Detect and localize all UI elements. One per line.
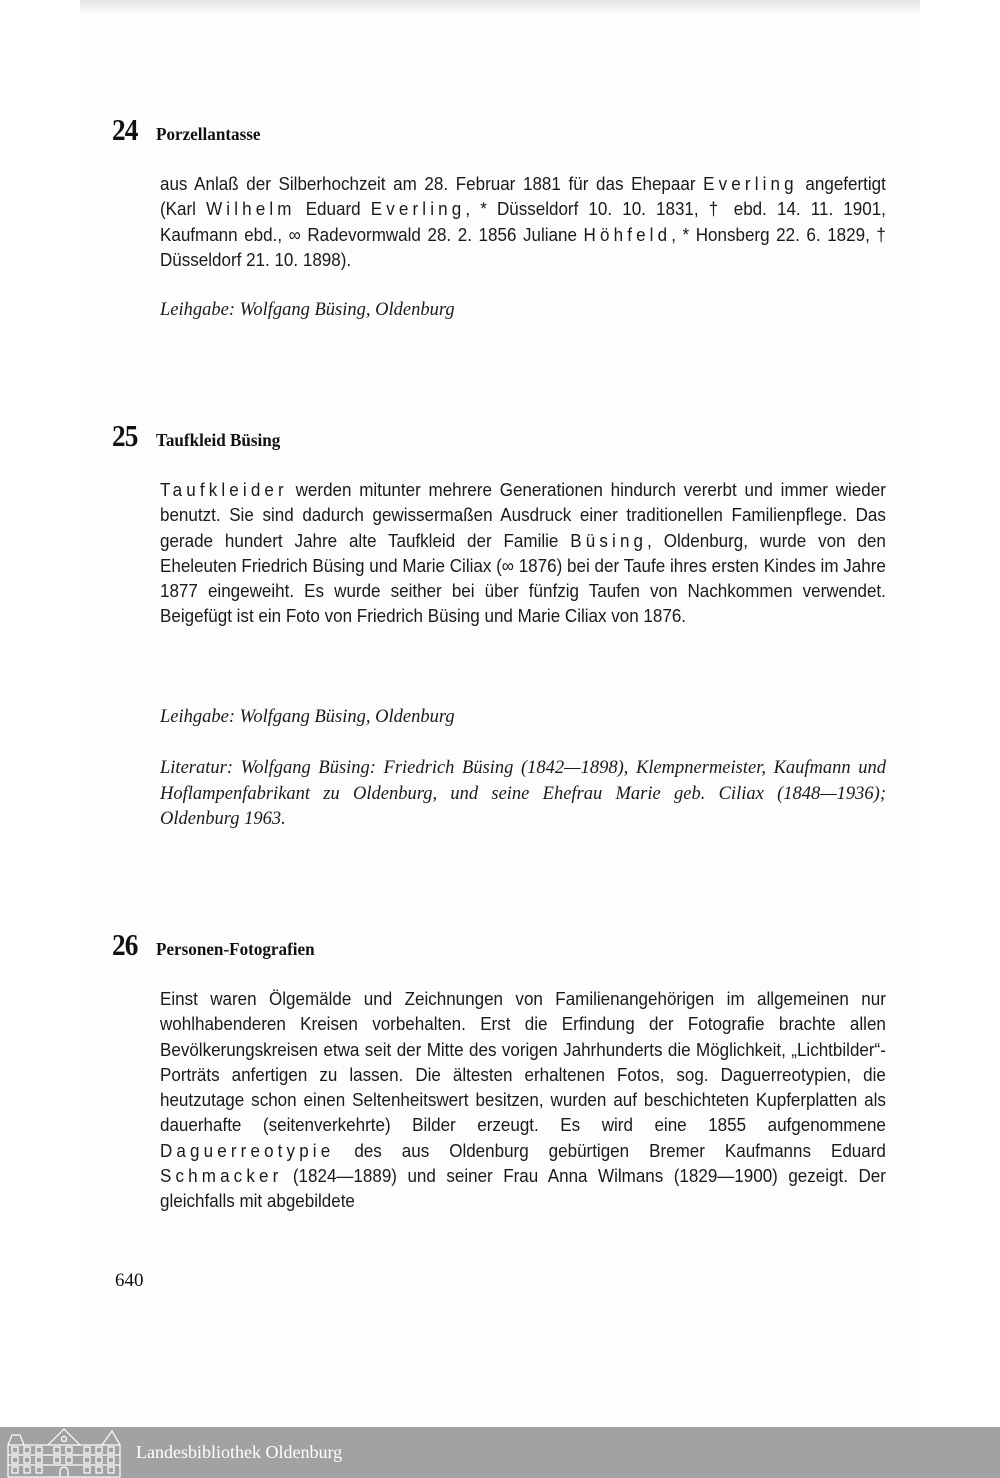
entry-heading-24 xyxy=(112,112,266,148)
previous-page-bleed xyxy=(80,0,920,14)
entry-body xyxy=(160,171,886,272)
library-building-icon xyxy=(4,1427,128,1478)
entry-body xyxy=(160,986,886,1214)
body-text: angefertigt (Karl xyxy=(160,173,886,220)
loan-credit: Leihgabe: Wolfgang Büsing, Oldenburg xyxy=(160,707,455,727)
body-text: , * Honsberg 22. 6. 1829, † Düsseldorf 21. 10. 1898). xyxy=(160,223,886,270)
entry-heading-25 xyxy=(112,418,287,454)
entry-number: 26 xyxy=(112,927,138,962)
entry-title: Taufkleid Büsing xyxy=(156,430,281,450)
footer-bar xyxy=(0,1427,1000,1478)
emphasized-name: Schmacker xyxy=(160,1165,283,1187)
entry-number: 25 xyxy=(112,418,138,453)
emphasized-name: Daguerreotypie xyxy=(160,1139,335,1161)
entry-title: Porzellantasse xyxy=(156,124,261,144)
entry-heading-26 xyxy=(112,927,323,963)
body-text: (1824—1889) und seiner Frau Anna Wilmans (1829—1900) gezeigt. Der gleichfalls mit abgebildete xyxy=(160,1165,886,1212)
body-text: , Oldenburg, wurde von den Eheleuten Friedrich Büsing und Marie Ciliax (∞ 1876) bei der Taufe ihres ersten Kindes im Jahre 1877 eingeweiht. Es wurde seither bei über fünfzig Taufen von Nachkommen verwendet. Beigefügt ist ein Foto von Friedrich Büsing und Marie Ciliax von 1876. xyxy=(160,529,886,627)
body-text: des aus Oldenburg gebürtigen Bremer Kaufmanns Eduard xyxy=(334,1139,886,1161)
emphasized-name: Everling xyxy=(370,198,466,220)
body-text: aus Anlaß der Silberhochzeit am 28. Februar 1881 für das Ehepaar xyxy=(160,173,704,194)
body-text: Eduard xyxy=(295,198,371,220)
emphasized-name: Taufkleider xyxy=(160,479,288,500)
page-number: 640 xyxy=(115,1270,144,1291)
body-text: Einst waren Ölgemälde und Zeichnungen von Familienangehörigen im allgemeinen nur wohlhabenderen Kreisen vorbehalten. Erst die Erfindung der Fotografie brachte allen Bevölkerungskreisen etwa seit der Mitte des vorigen Jahrhunderts die Möglichkeit, „Lichtbilder“-Porträts anfertigen zu lassen. Die ältesten erhaltenen Fotos, sog. Daguerreotypien, die heutzutage schon einen Seltenheitswert besitzen, wurden auf beschichteten Kupferplatten als dauerhafte (seitenverkehrte) Bilder erzeugt. Es wird eine 1855 aufgenommene xyxy=(160,988,886,1136)
body-text: werden mitunter mehrere Generationen hindurch vererbt und immer wieder benutzt. Sie sind dadurch gewissermaßen Ausdruck einer traditionellen Familienpflege. Das gerade hundert Jahre alte Taufkleid der Familie xyxy=(160,479,886,551)
library-name: Landesbibliothek Oldenburg xyxy=(136,1442,343,1462)
emphasized-name: Höhfeld xyxy=(583,223,672,245)
entry-body xyxy=(160,477,886,629)
emphasized-name: Büsing xyxy=(570,529,648,551)
literature-reference: Literatur: Wolfgang Büsing: Friedrich Büsing (1842—1898), Klempnermeister, Kaufmann und Hoflampenfabrikant zu Oldenburg, und seine Ehefrau Marie geb. Ciliax (1848—1936); Oldenburg 1963. xyxy=(160,758,886,829)
entry-title: Personen-Fotografien xyxy=(156,939,315,959)
body-text: , * Düsseldorf 10. 10. 1831, † ebd. 14. 11. 1901, Kaufmann ebd., ∞ Radevormwald 28. 2. 1856 Juliane xyxy=(160,198,886,245)
emphasized-name: Wilhelm xyxy=(206,198,296,220)
emphasized-name: Everling xyxy=(703,173,798,194)
entry-number: 24 xyxy=(112,112,138,147)
loan-credit: Leihgabe: Wolfgang Büsing, Oldenburg xyxy=(160,300,455,320)
